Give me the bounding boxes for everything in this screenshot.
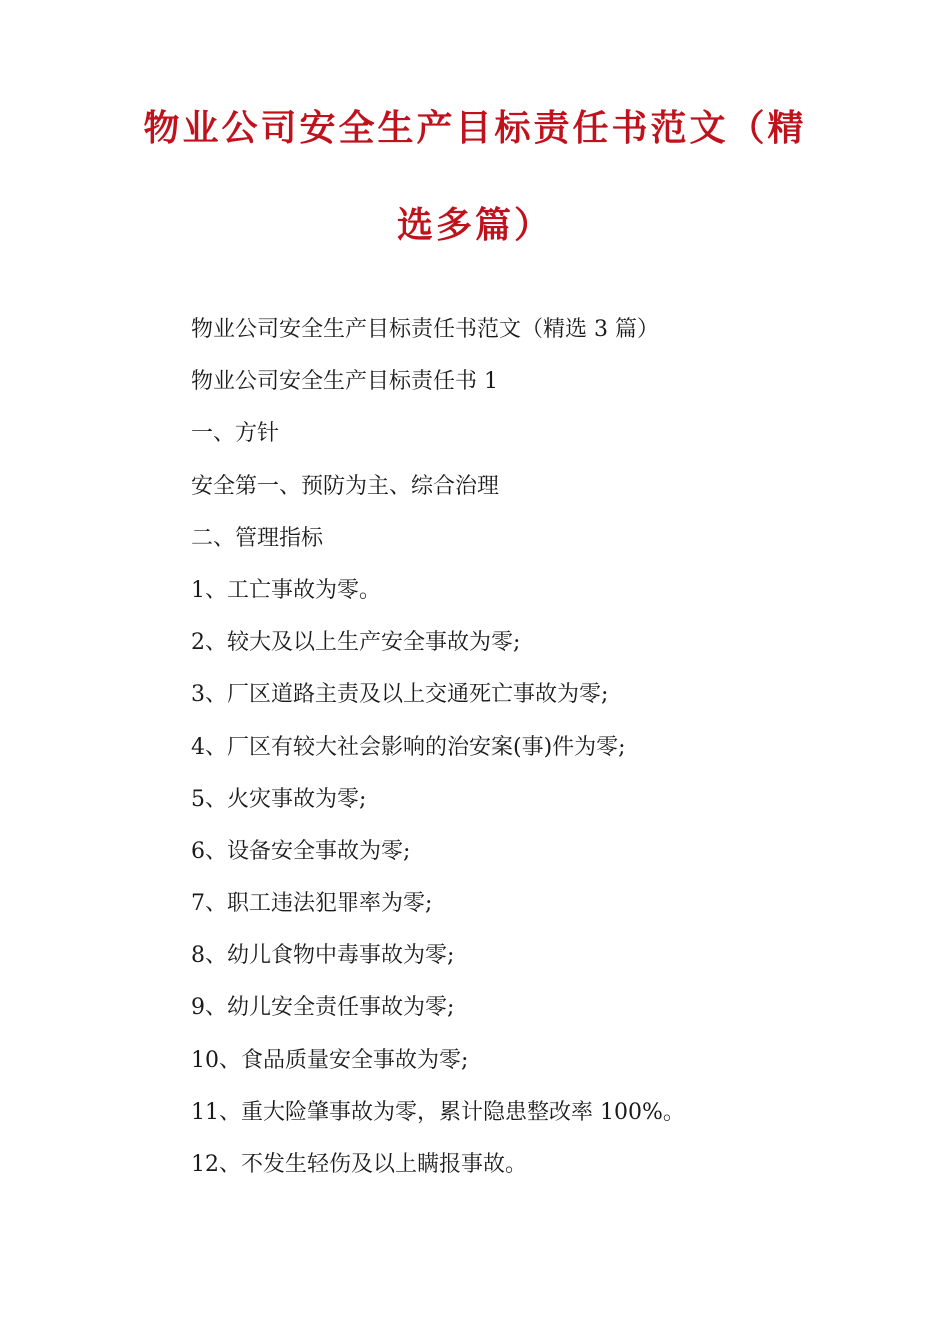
- document-body: [191, 315, 890, 1202]
- list-item: 7、职工违法犯罪率为零;: [191, 891, 433, 917]
- list-item: 10、食品质量安全事故为零;: [191, 1047, 469, 1073]
- list-item: 2、较大及以上生产安全事故为零;: [191, 630, 521, 656]
- list-item: 8、幼儿食物中毒事故为零;: [191, 943, 455, 969]
- subsection-heading: 一、方针: [191, 421, 280, 447]
- list-item: 11、重大险肇事故为零，累计隐患整改率 100%。: [191, 1099, 685, 1125]
- document-title-line-2: 选多篇）: [396, 204, 553, 246]
- body-paragraph: 安全第一、预防为主、综合治理: [191, 473, 500, 499]
- list-item: 6、设备安全事故为零;: [191, 838, 411, 864]
- subsection-heading: 二、管理指标: [191, 525, 324, 551]
- document-title-line-1: 物业公司安全生产目标责任书范文（精: [143, 107, 807, 149]
- list-item: 4、厂区有较大社会影响的治安案(事)件为零;: [191, 734, 626, 760]
- subtitle-paragraph: 物业公司安全生产目标责任书范文（精选 3 篇）: [191, 317, 659, 342]
- list-item: 12、不发生轻伤及以上瞒报事故。: [191, 1152, 527, 1177]
- list-item: 3、厂区道路主责及以上交通死亡事故为零;: [191, 682, 609, 708]
- list-item: 1、工亡事故为零。: [191, 577, 381, 603]
- list-item: 9、幼儿安全责任事故为零;: [191, 995, 455, 1021]
- section-heading: 物业公司安全生产目标责任书 1: [191, 369, 498, 395]
- list-item: 5、火灾事故为零;: [191, 786, 367, 812]
